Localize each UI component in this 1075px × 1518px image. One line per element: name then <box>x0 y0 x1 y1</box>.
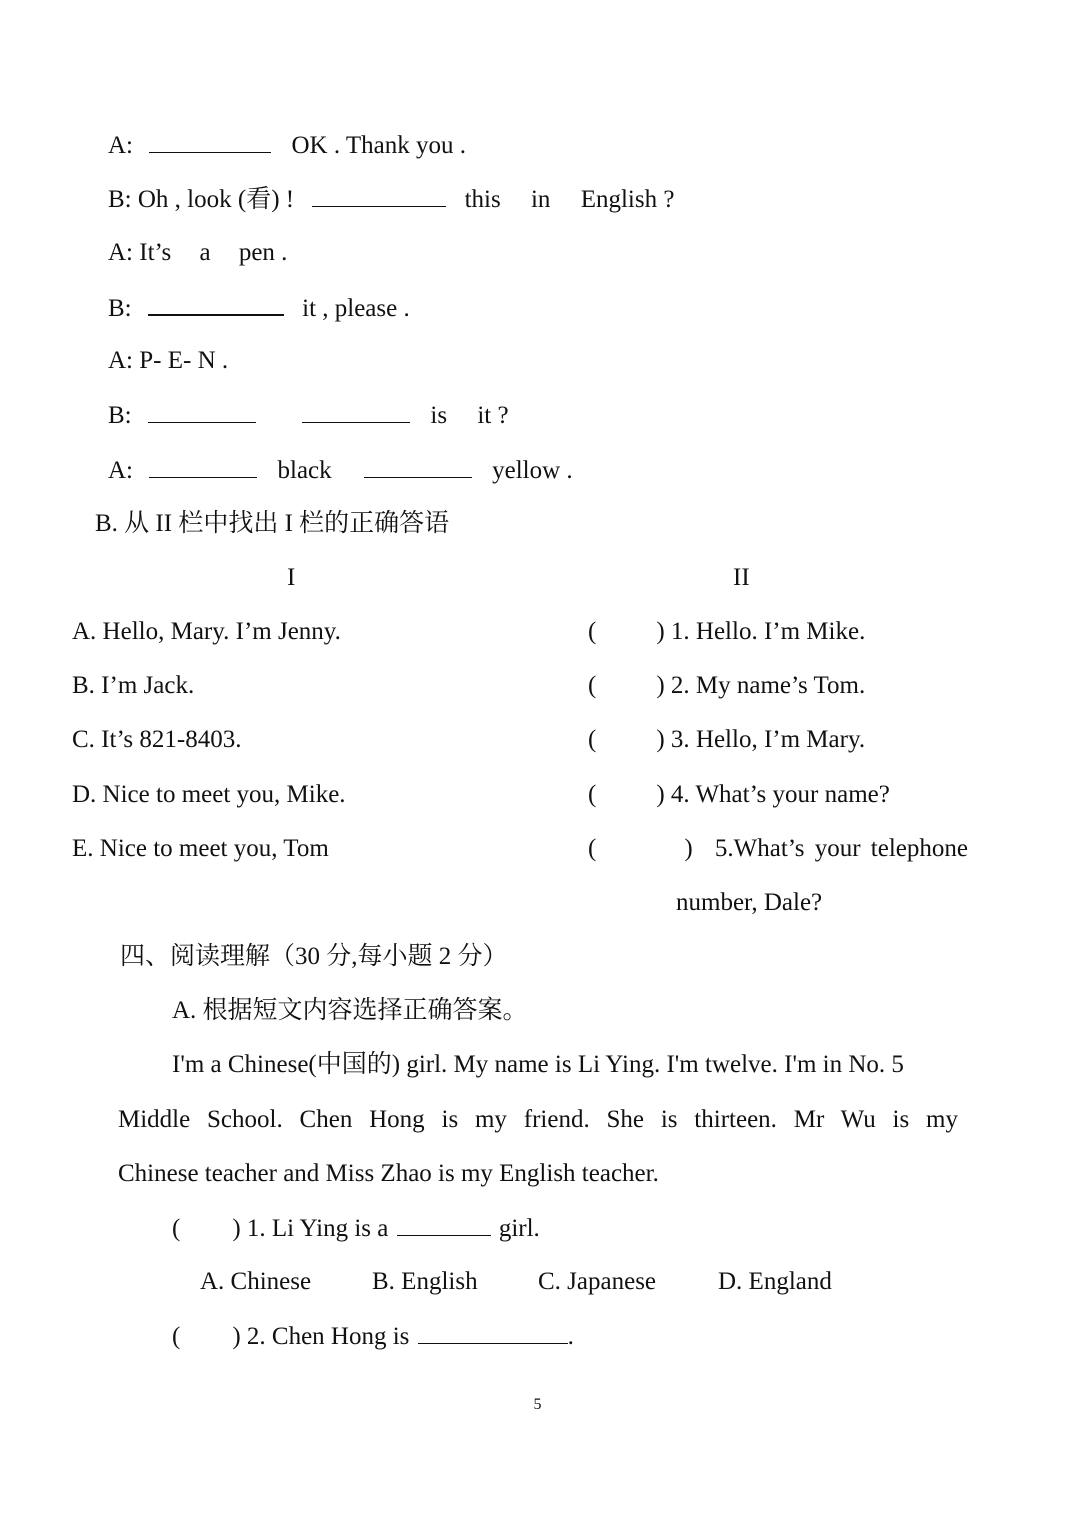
passage-line: Chinese teacher and Miss Zhao is my English teacher. <box>118 1160 659 1187</box>
column-1-item: C. It’s 821-8403. <box>72 726 242 753</box>
dialogue-line-4: B: it , please . <box>108 292 410 324</box>
column-2-item: ( ) 3. Hello, I’m Mary. <box>588 726 866 753</box>
answer-blank[interactable] <box>148 292 284 316</box>
answer-blank[interactable] <box>148 400 256 423</box>
section-4-title: 四、阅读理解（30 分,每小题 2 分） <box>120 943 508 970</box>
dialogue-line-2: B: Oh , look (看) ! this in English ? <box>108 186 675 213</box>
column-1-item: D. Nice to meet you, Mike. <box>72 781 346 808</box>
column-2-item: ( ) 2. My name’s Tom. <box>588 672 866 699</box>
answer-blank[interactable] <box>149 455 257 478</box>
question-2: ( ) 2. Chen Hong is . <box>172 1323 574 1350</box>
column-2-item: ( ) 5.What’s your telephone <box>588 835 968 862</box>
dialogue-line-1: A: OK . Thank you . <box>108 132 467 159</box>
column-1-item: E. Nice to meet you, Tom <box>72 835 329 862</box>
answer-blank[interactable] <box>302 400 410 423</box>
column-2-item: ( ) 1. Hello. I’m Mike. <box>588 618 866 645</box>
passage-line: Middle School. Chen Hong is my friend. She is thirteen. Mr Wu is my <box>118 1106 958 1133</box>
column-2-item-continued: number, Dale? <box>676 889 823 916</box>
section-b-title: B. 从 II 栏中找出 I 栏的正确答语 <box>95 510 450 537</box>
answer-blank[interactable] <box>397 1213 491 1236</box>
question-1: ( ) 1. Li Ying is a girl. <box>172 1215 540 1242</box>
question-1-option: B. English <box>372 1268 478 1295</box>
answer-blank[interactable] <box>418 1321 568 1344</box>
column-1-header: I <box>287 564 296 591</box>
question-1-option: C. Japanese <box>538 1268 657 1295</box>
question-1-option: D. England <box>718 1268 832 1295</box>
column-1-item: A. Hello, Mary. I’m Jenny. <box>72 618 341 645</box>
column-1-item: B. I’m Jack. <box>72 672 195 699</box>
page-number: 5 <box>533 1396 542 1413</box>
column-2-item: ( ) 4. What’s your name? <box>588 781 890 808</box>
dialogue-line-6: B: is it ? <box>108 402 509 429</box>
section-4-sub-a: A. 根据短文内容选择正确答案。 <box>172 997 528 1024</box>
question-1-option: A. Chinese <box>200 1268 312 1295</box>
dialogue-line-5: A: P- E- N . <box>108 347 229 374</box>
dialogue-line-3: A: It’s a pen . <box>108 239 288 266</box>
answer-blank[interactable] <box>149 130 271 153</box>
dialogue-line-7: A: black yellow . <box>108 457 573 484</box>
passage-line: I'm a Chinese(中国的) girl. My name is Li Ying. I'm twelve. I'm in No. 5 <box>172 1051 904 1078</box>
answer-blank[interactable] <box>364 455 472 478</box>
column-2-header: II <box>733 564 750 591</box>
answer-blank[interactable] <box>312 184 446 207</box>
